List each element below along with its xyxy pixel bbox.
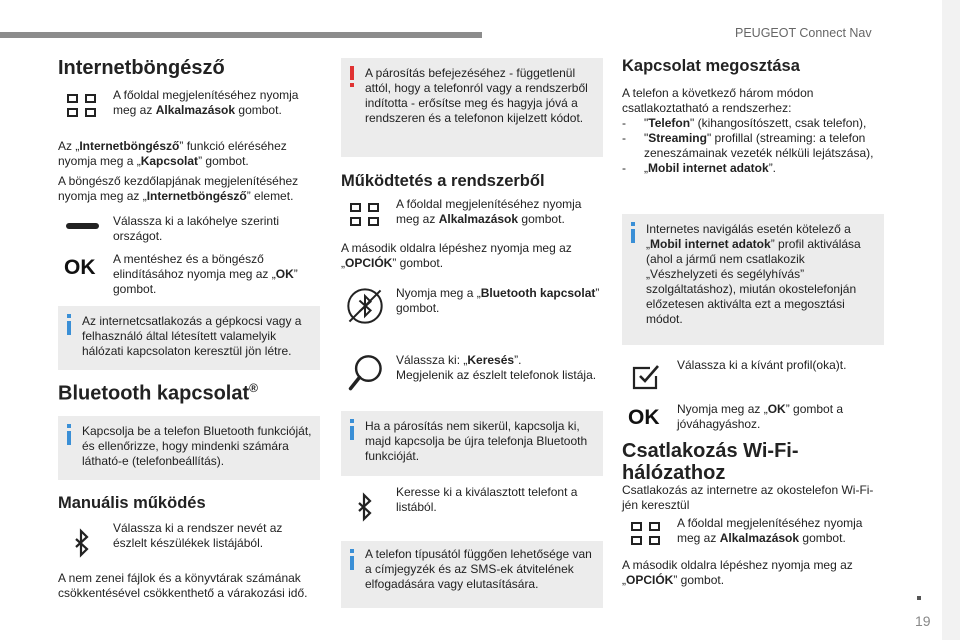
select-bar-icon: [64, 208, 100, 244]
paragraph: A nem zenei fájlok és a könyvtárak számának csökkentésével csökkenthető a várakozási idő.: [58, 571, 308, 600]
step-text: Nyomja meg az „OK” gombot a jóváhagyáshoz.: [677, 402, 844, 431]
paragraph: Csatlakozás az internetre az okostelefon Wi-Fi-jén keresztül: [622, 483, 874, 512]
apps-grid-icon: [628, 516, 664, 552]
apps-grid-icon: [347, 197, 383, 233]
section-title-bluetooth: Bluetooth kapcsolat®: [58, 381, 258, 405]
step-text: A főoldal megjelenítéséhez nyomja meg az Alkalmazások gombot.: [396, 197, 582, 226]
info-box: [58, 306, 320, 370]
ok-icon: OK: [628, 406, 660, 429]
list-item: - "Telefon" (kihangosítószett, csak telefon),: [622, 116, 867, 130]
info-text: A telefon típusától függően lehetősége van a címjegyzék és az SMS-ek átvitelének elfogadására vagy elutasítására.: [365, 547, 592, 591]
section-title-wifi: Csatlakozás Wi-Fi- hálózathoz: [622, 440, 799, 484]
step-text: Válassza ki a lakóhelye szerinti országot.: [113, 214, 280, 243]
list-item: - "Streaming" profillal (streaming: a telefon zeneszámainak vezeték nélküli lejátszása),: [622, 131, 874, 160]
info-icon-bar: [67, 431, 71, 445]
section-title-sharing: Kapcsolat megosztása: [622, 57, 800, 75]
list-item: - „Mobil internet adatok”.: [622, 161, 777, 175]
info-icon: [631, 222, 635, 226]
top-rule: [0, 32, 482, 38]
bluetooth-icon: [64, 525, 100, 561]
profile-list: [622, 116, 884, 176]
info-text: Az internetcsatlakozás a gépkocsi vagy a felhasználó által létesített valamelyik hálózati kapcsolaton keresztül jön létre.: [82, 314, 302, 358]
info-box: [622, 214, 884, 345]
info-icon-bar: [350, 556, 354, 570]
info-icon: [350, 549, 354, 553]
bluetooth-circle-icon: [345, 286, 385, 326]
section-title-manual: Manuális működés: [58, 494, 206, 512]
info-icon-bar: [350, 426, 354, 440]
ok-icon: OK: [64, 256, 96, 279]
step-text: Válassza ki a rendszer nevét az észlelt készülékek listájából.: [113, 521, 283, 550]
paragraph: Az „Internetböngésző” funkció eléréséhez nyomja meg a „Kapcsolat” gombot.: [58, 139, 287, 168]
section-title-system: Működtetés a rendszerből: [341, 172, 545, 190]
section-title-browser: Internetböngésző: [58, 57, 225, 79]
info-box: [58, 416, 320, 480]
search-icon: [345, 353, 385, 393]
warning-box: [341, 58, 603, 157]
info-text: Ha a párosítás nem sikerül, kapcsolja ki, majd kapcsolja be újra telefonja Bluetooth funkcióját.: [365, 419, 588, 463]
page-number: 19: [915, 613, 931, 629]
bluetooth-icon: [347, 489, 383, 525]
step-text: Válassza ki a kívánt profil(oka)t.: [677, 358, 847, 372]
paragraph: A második oldalra lépéshez nyomja meg az „OPCIÓK” gombot.: [341, 241, 572, 270]
step-text: A főoldal megjelenítéséhez nyomja meg az Alkalmazások gombot.: [113, 88, 299, 117]
info-text: Kapcsolja be a telefon Bluetooth funkcióját, és ellenőrizze, hogy mindenki számára látható-e (telefonbeállítás).: [82, 424, 312, 468]
warning-icon-dot: [350, 83, 354, 87]
info-icon-bar: [67, 321, 71, 335]
info-icon: [67, 424, 71, 428]
apps-grid-icon: [64, 88, 100, 124]
warning-text: A párosítás befejezéséhez - függetlenül attól, hogy a telefonról vagy a rendszerből indította - erősítse meg és hagyja jóvá a rendszeren és a telefonon kijelzett kódot.: [365, 66, 588, 125]
info-icon: [350, 419, 354, 423]
info-icon-bar: [631, 229, 635, 243]
paragraph: A böngésző kezdőlapjának megjelenítéséhez nyomja meg az „Internetböngésző” elemet.: [58, 174, 299, 203]
step-text: A mentéshez és a böngésző elindításához nyomja meg az „OK” gombot.: [113, 252, 298, 296]
paragraph: A második oldalra lépéshez nyomja meg az „OPCIÓK” gombot.: [622, 558, 853, 587]
info-box: [341, 541, 603, 608]
step-text: Válassza ki: „Keresés”. Megjelenik az észlelt telefonok listája.: [396, 353, 597, 382]
warning-icon: [350, 66, 354, 80]
checkbox-check-icon: [628, 360, 664, 396]
info-text: Internetes navigálás esetén kötelező a „Mobil internet adatok” profil aktiválása (ahol a jármű nem csatlakozik „Vészhelyzeti és segélyhívás” szolgáltatáshoz), miután okostelefonján előzetesen aktiválta ezt a megosztási módot.: [646, 222, 861, 326]
continue-marker: [917, 596, 921, 600]
step-text: Nyomja meg a „Bluetooth kapcsolat” gombot.: [396, 286, 600, 315]
step-text: Keresse ki a kiválasztott telefont a listából.: [396, 485, 578, 514]
paragraph: A telefon a következő három módon csatlakoztatható a rendszerhez:: [622, 86, 814, 115]
step-text: A főoldal megjelenítéséhez nyomja meg az Alkalmazások gombot.: [677, 516, 863, 545]
info-icon: [67, 314, 71, 318]
page-edge: [942, 0, 960, 640]
info-box: [341, 411, 603, 476]
header-title: PEUGEOT Connect Nav: [735, 26, 872, 40]
